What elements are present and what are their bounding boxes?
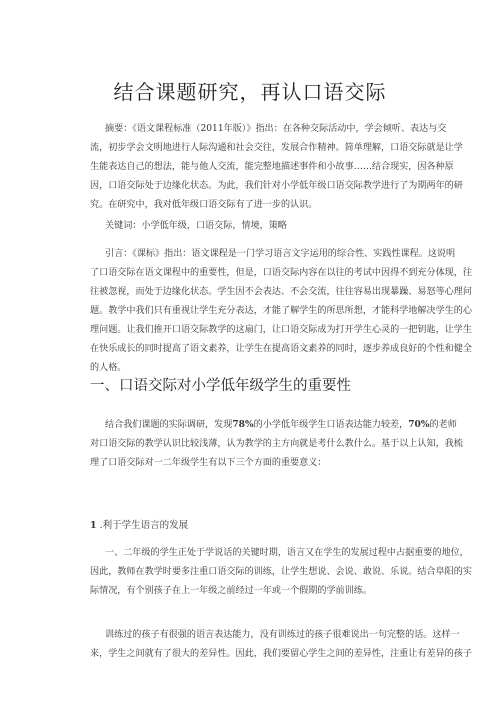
intro-line: 了口语交际在语文课程中的重要性，但是，口语交际内容在以往的考试中因得不到充分体现，往 bbox=[90, 268, 472, 278]
intro-line: 在快乐成长的同时提高了语文素养，让学生在提高语文素养的同时，逐步养成良好的个性和健全 bbox=[90, 344, 472, 354]
survey-line: 理了口语交际对一二年级学生有以下三个方面的重要意义： bbox=[90, 458, 327, 468]
development-line: 际情况，有个别孩子在上一年级之前经过一年或一个假期的学前训练。 bbox=[90, 586, 372, 596]
abstract-line: 生能表达自己的想法，能与他人交流，能完整地描述事件和小故事……结合现实，因各种原 bbox=[90, 162, 454, 172]
stat-70: 70% bbox=[408, 419, 430, 430]
abstract-line: 究。在研究中，我对低年级口语交际有了进一步的认识。 bbox=[90, 200, 318, 210]
intro-paragraph bbox=[90, 245, 472, 378]
section-heading: 一、口语交际对小学低年级学生的重要性 bbox=[90, 378, 351, 394]
abstract-paragraph bbox=[90, 120, 463, 215]
keywords: 关键词：小学低年级，口语交际，情境，策略 bbox=[105, 221, 287, 231]
page-title: 结合课题研究，再认口语交际 bbox=[113, 80, 387, 104]
stat-78: 78% bbox=[232, 419, 254, 430]
subsection-heading: 1 .利于学生语言的发展 bbox=[90, 520, 189, 531]
survey-line: 对口语交际的教学认识比较浅薄，认为教学的主方向就是考什么教什么。基于以上认知，我梳 bbox=[90, 439, 463, 449]
abstract-line: 因，口语交际处于边缘化状态。为此，我们针对小学低年级口语交际教学进行了为期两年的研 bbox=[90, 181, 463, 191]
trained-line: 训练过的孩子有很强的语言表达能力，没有训练过的孩子很难说出一句完整的话。这样一 bbox=[105, 630, 460, 640]
survey-line: 结合我们课题的实际调研，发现78%的小学低年级学生口语表达能力较差，70%的老师 bbox=[105, 419, 457, 430]
intro-line: 的人格。 bbox=[90, 363, 127, 373]
keywords-paragraph bbox=[90, 217, 435, 236]
intro-line: 题。教学中我们只有重视让学生充分表达，才能了解学生的所思所想，才能科学地解决学生的心 bbox=[90, 306, 472, 316]
trained-paragraph bbox=[90, 626, 472, 664]
survey-paragraph bbox=[90, 415, 463, 473]
development-line: 一、二年级的学生正处于学说话的关键时期，语言又在学生的发展过程中占据重要的地位， bbox=[105, 548, 469, 558]
intro-line: 理问题。让我们推开口语交际教学的这扇门，让口语交际成为打开学生心灵的一把钥匙，让学生 bbox=[90, 325, 472, 335]
development-line: 因此，教师在教学时要多注重口语交际的训练，让学生想说、会说、敢说、乐说。结合阜阳的实 bbox=[90, 567, 472, 577]
trained-line: 来，学生之间就有了很大的差异性。因此，我们要留心学生之间的差异性，注重让有差异的孩子 bbox=[90, 649, 472, 659]
intro-line: 引言：《课标》指出：语文课程是一门学习语言文字运用的综合性、实践性课程。这说明 bbox=[105, 249, 456, 259]
abstract-line: 摘要：《语文课程标准（2011年版）》指出：在各种交际活动中，学会倾听、表达与交 bbox=[105, 124, 447, 134]
development-paragraph bbox=[90, 544, 472, 601]
intro-line: 往被忽视，而处于边缘化状态。学生因不会表达、不会交流，往往容易出现暴躁、易怒等心理问 bbox=[90, 287, 472, 297]
abstract-line: 流，初步学会文明地进行人际沟通和社会交往，发展合作精神。简单理解，口语交际就是让学 bbox=[90, 143, 463, 153]
